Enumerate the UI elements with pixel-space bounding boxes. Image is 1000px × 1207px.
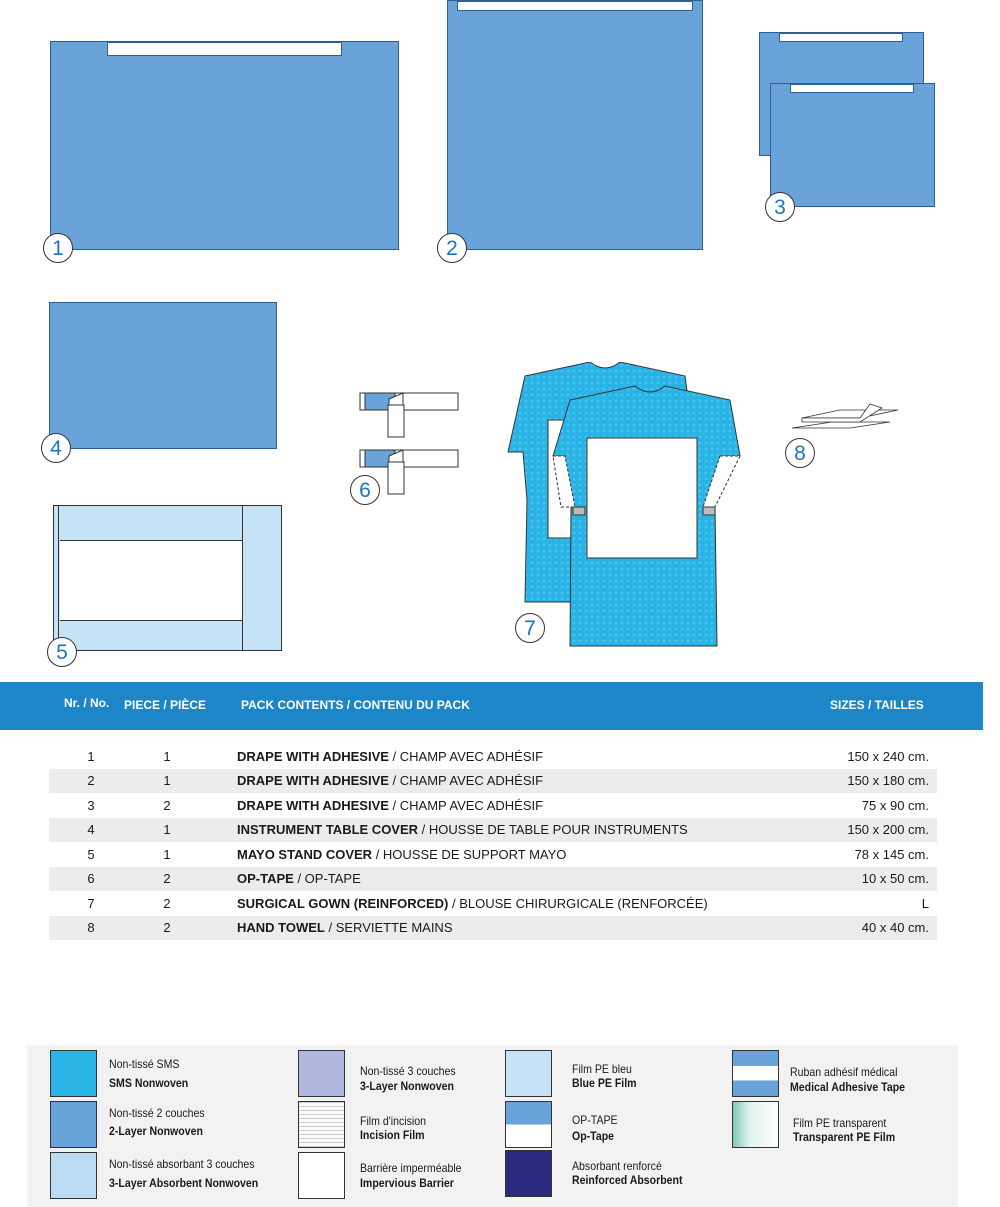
item-number-3: 3 <box>765 192 795 222</box>
row-contents: SURGICAL GOWN (REINFORCED) / BLOUSE CHIRURGICALE (RENFORCÉE) <box>237 896 708 911</box>
row-size: 75 x 90 cm. <box>861 798 929 813</box>
legend-label-en: 3-Layer Nonwoven <box>360 1079 454 1093</box>
header-nr: Nr. / No. <box>64 696 110 710</box>
row-contents: DRAPE WITH ADHESIVE / CHAMP AVEC ADHÉSIF <box>237 749 544 764</box>
row-piece: 2 <box>163 896 171 911</box>
row-contents: MAYO STAND COVER / HOUSSE DE SUPPORT MAYO <box>237 847 567 862</box>
row-nr: 4 <box>87 822 95 837</box>
row-nr: 2 <box>87 773 95 788</box>
header-contents: PACK CONTENTS / CONTENU DU PACK <box>241 698 470 712</box>
legend-label-fr: Absorbant renforcé <box>572 1159 662 1173</box>
table-row <box>49 794 937 818</box>
row-piece: 2 <box>163 920 171 935</box>
item-number-7: 7 <box>515 613 545 643</box>
swatch-sms-nonwoven <box>50 1050 97 1097</box>
legend-label-en: Incision Film <box>360 1128 425 1142</box>
item-number-4: 4 <box>41 433 71 463</box>
table-row <box>49 892 937 916</box>
legend-label-en: Op-Tape <box>572 1129 615 1143</box>
table-header <box>0 682 983 730</box>
legend-label-en: Transparent PE Film <box>793 1130 896 1144</box>
row-contents: DRAPE WITH ADHESIVE / CHAMP AVEC ADHÉSIF <box>237 773 544 788</box>
row-piece: 1 <box>163 773 171 788</box>
adhesive-strip <box>107 42 342 56</box>
row-contents: DRAPE WITH ADHESIVE / CHAMP AVEC ADHÉSIF <box>237 798 544 813</box>
legend-label-fr: Non-tissé 2 couches <box>109 1106 205 1120</box>
legend-label-en: Medical Adhesive Tape <box>790 1080 906 1094</box>
swatch-op-tape <box>505 1101 552 1148</box>
swatch-3-layer-nonwoven <box>298 1050 345 1097</box>
swatch-3-layer-absorbent <box>50 1152 97 1199</box>
row-size: 150 x 200 cm. <box>847 822 929 837</box>
row-size: 40 x 40 cm. <box>861 920 929 935</box>
legend-label-en: Impervious Barrier <box>360 1176 454 1190</box>
row-piece: 1 <box>163 822 171 837</box>
row-piece: 2 <box>163 798 171 813</box>
row-nr: 1 <box>87 749 95 764</box>
legend-label-fr: Non-tissé 3 couches <box>360 1064 456 1078</box>
item-number-1: 1 <box>43 233 73 263</box>
row-size: 150 x 180 cm. <box>847 773 929 788</box>
row-contents: INSTRUMENT TABLE COVER / HOUSSE DE TABLE POUR INSTRUMENTS <box>237 822 688 837</box>
swatch-blue-pe-film <box>505 1050 552 1097</box>
row-contents: HAND TOWEL / SERVIETTE MAINS <box>237 920 453 935</box>
row-nr: 7 <box>87 896 95 911</box>
table-row <box>49 867 937 891</box>
legend-label-fr: Non-tissé SMS <box>109 1057 180 1071</box>
row-nr: 6 <box>87 871 95 886</box>
legend-label-en: Blue PE Film <box>572 1076 637 1090</box>
legend-label-en: 3-Layer Absorbent Nonwoven <box>109 1176 259 1190</box>
table-row <box>49 769 937 793</box>
drape-2-illustration <box>447 0 703 250</box>
legend-label-en: Reinforced Absorbent <box>572 1173 683 1187</box>
legend-label-fr: OP-TAPE <box>572 1113 618 1127</box>
mayo-cover-fold <box>242 506 243 650</box>
legend-label-en: SMS Nonwoven <box>109 1076 189 1090</box>
legend-label-fr: Barrière imperméable <box>360 1161 462 1175</box>
table-row <box>49 818 937 842</box>
swatch-reinforced-absorbent <box>505 1150 552 1197</box>
swatch-impervious-barrier <box>298 1152 345 1199</box>
legend-label-fr: Non-tissé absorbant 3 couches <box>109 1157 255 1171</box>
material-legend <box>27 1045 958 1207</box>
header-sizes: SIZES / TAILLES <box>830 698 924 712</box>
swatch-medical-adhesive-tape <box>732 1050 779 1097</box>
row-contents: OP-TAPE / OP-TAPE <box>237 871 361 886</box>
item-number-8: 8 <box>785 438 815 468</box>
row-nr: 5 <box>87 847 95 862</box>
row-piece: 1 <box>163 847 171 862</box>
row-nr: 8 <box>87 920 95 935</box>
table-row <box>49 916 937 940</box>
table-row <box>49 843 937 867</box>
mayo-cover-edge <box>58 506 59 650</box>
drape-1-illustration <box>50 41 399 250</box>
adhesive-strip <box>790 84 914 93</box>
item-number-5: 5 <box>47 637 77 667</box>
row-size: 78 x 145 cm. <box>854 847 929 862</box>
item-number-2: 2 <box>437 233 467 263</box>
row-size: L <box>921 896 929 911</box>
surgical-gown-illustration <box>505 362 745 652</box>
item-number-6: 6 <box>350 475 380 505</box>
legend-label-fr: Ruban adhésif médical <box>790 1065 898 1079</box>
legend-label-fr: Film PE transparent <box>793 1116 887 1130</box>
row-nr: 3 <box>87 798 95 813</box>
mayo-cover-window <box>60 540 242 621</box>
header-piece: PIECE / PIÈCE <box>124 698 207 712</box>
swatch-transparent-pe-film <box>732 1101 779 1148</box>
drape-3b-illustration <box>770 83 935 207</box>
table-row <box>49 745 937 769</box>
swatch-2-layer-nonwoven <box>50 1101 97 1148</box>
row-size: 150 x 240 cm. <box>847 749 929 764</box>
table-cover-illustration <box>49 302 277 449</box>
row-piece: 2 <box>163 871 171 886</box>
row-size: 10 x 50 cm. <box>861 871 929 886</box>
swatch-incision-film <box>298 1101 345 1148</box>
legend-label-fr: Film d'incision <box>360 1114 426 1128</box>
adhesive-strip <box>457 1 693 11</box>
legend-label-fr: Film PE bleu <box>572 1062 632 1076</box>
mayo-cover-illustration <box>53 505 282 651</box>
adhesive-strip <box>779 33 903 42</box>
legend-label-en: 2-Layer Nonwoven <box>109 1124 203 1138</box>
row-piece: 1 <box>163 749 171 764</box>
